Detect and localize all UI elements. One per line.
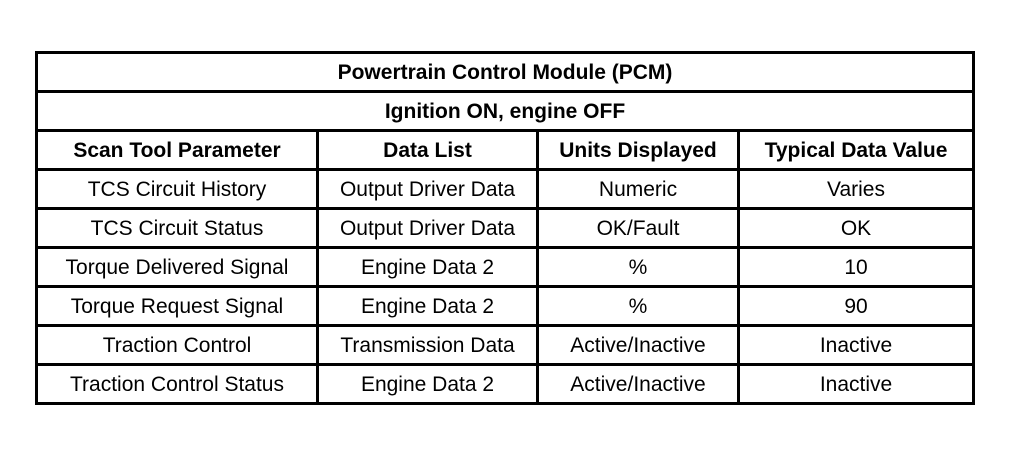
cell-parameter: Traction Control Status — [37, 365, 318, 404]
cell-parameter: Traction Control — [37, 326, 318, 365]
cell-data-list: Engine Data 2 — [318, 287, 538, 326]
cell-typical-value: 90 — [739, 287, 974, 326]
cell-units: OK/Fault — [538, 209, 739, 248]
table-row — [37, 248, 974, 287]
table-row — [37, 365, 974, 404]
table-title: Powertrain Control Module (PCM) — [37, 53, 974, 92]
table-subtitle: Ignition ON, engine OFF — [37, 92, 974, 131]
cell-data-list: Transmission Data — [318, 326, 538, 365]
column-header-typical-value: Typical Data Value — [739, 131, 974, 170]
cell-parameter: Torque Delivered Signal — [37, 248, 318, 287]
table-row — [37, 209, 974, 248]
cell-typical-value: Inactive — [739, 365, 974, 404]
cell-parameter: TCS Circuit History — [37, 170, 318, 209]
table-row — [37, 170, 974, 209]
cell-data-list: Engine Data 2 — [318, 248, 538, 287]
cell-typical-value: Inactive — [739, 326, 974, 365]
table-header-row — [37, 131, 974, 170]
cell-typical-value: Varies — [739, 170, 974, 209]
cell-units: Active/Inactive — [538, 326, 739, 365]
column-header-units: Units Displayed — [538, 131, 739, 170]
pcm-data-table — [35, 51, 975, 405]
cell-parameter: TCS Circuit Status — [37, 209, 318, 248]
cell-parameter: Torque Request Signal — [37, 287, 318, 326]
cell-typical-value: 10 — [739, 248, 974, 287]
table-row — [37, 326, 974, 365]
cell-data-list: Engine Data 2 — [318, 365, 538, 404]
cell-data-list: Output Driver Data — [318, 170, 538, 209]
column-header-data-list: Data List — [318, 131, 538, 170]
table-row — [37, 287, 974, 326]
cell-units: % — [538, 287, 739, 326]
table-subtitle-row — [37, 92, 974, 131]
table-title-row — [37, 53, 974, 92]
cell-units: % — [538, 248, 739, 287]
cell-units: Active/Inactive — [538, 365, 739, 404]
column-header-parameter: Scan Tool Parameter — [37, 131, 318, 170]
cell-data-list: Output Driver Data — [318, 209, 538, 248]
cell-typical-value: OK — [739, 209, 974, 248]
cell-units: Numeric — [538, 170, 739, 209]
